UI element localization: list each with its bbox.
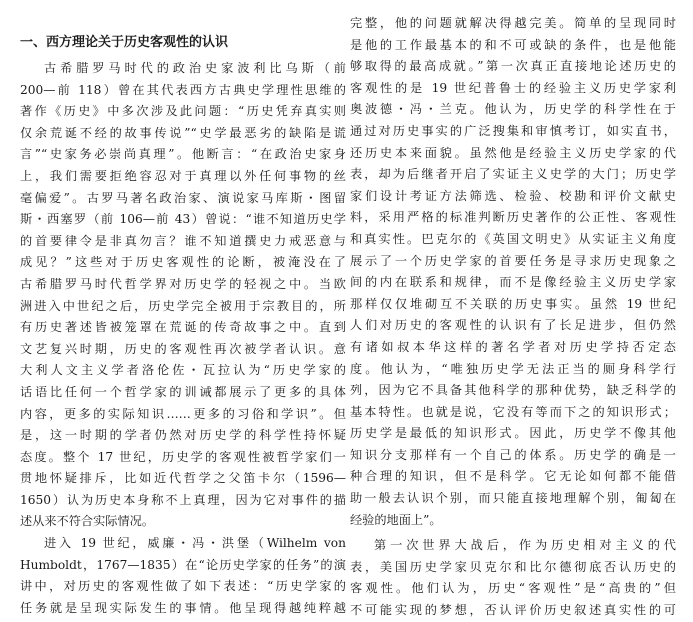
right-column <box>350 13 676 622</box>
text-line: 言”“史家务必崇尚真理”。他断言：“在政治史家身 <box>20 147 346 162</box>
text-line: 的首要律令是非真勿言？谁不知道撰史力戒恶意与 <box>20 233 346 248</box>
text-line: 表，却为后继者开启了实证主义史学的大门；历史学 <box>350 167 676 182</box>
text-line: 是他的工作最基本的和不可或缺的条件，也是他能 <box>350 37 676 52</box>
text-line: 贯地怀疑排斥，比如近代哲学之父笛卡尔（1596— <box>20 471 346 486</box>
text-line: 古希腊罗马时代的政治史家波利比乌斯（前 <box>44 61 346 75</box>
text-line: 讲中，对历史的客观性做了如下表述：“历史学家的 <box>20 579 346 594</box>
text-line: 经验的地面上”。 <box>350 512 442 527</box>
text-line: 古希腊罗马时代哲学界对历史学的轻视之中。当欧 <box>20 276 346 291</box>
text-line: 家们设计考证方法筛选、检验、校勘和评价文献史 <box>350 188 676 203</box>
text-line: 间的内在联系和规律，而不是像经验主义历史学家 <box>350 275 676 290</box>
text-line: 是，这一时期的学者仍然对历史学的科学性持怀疑 <box>20 428 346 443</box>
text-line: 成见？”这些对于历史客观性的论断，被淹没在了 <box>20 255 346 270</box>
text-line: 斯・西塞罗（前 106—前 43）曾说：“谁不知道历史学 <box>20 212 346 227</box>
text-line: 内容，更多的实际知识……更多的习俗和学识”。但 <box>20 406 346 421</box>
text-line: 够取得的最高成就。”第一次真正直接地论述历史的 <box>350 59 676 74</box>
text-line: 述从来不符合实际情况。 <box>20 514 155 529</box>
text-line: 历史学是最低的知识形式。因此，历史学不像其他 <box>350 426 676 441</box>
text-line: 度。他认为，“唯独历史学无法正当的厕身科学行 <box>350 361 676 376</box>
text-line: 和真实性。巴克尔的《英国文明史》从实证主义角度 <box>350 231 676 246</box>
text-line: 基本特性。也就是说，它没有等而下之的知识形式； <box>350 404 676 419</box>
text-line: 人们对历史的客观性的认识有了长足进步，但仍然 <box>350 318 676 333</box>
section-heading: 一、西方理论关于历史客观性的认识 <box>20 35 229 50</box>
text-line: 大利人文主义学者洛伦佐・瓦拉认为“历史学家的 <box>20 363 346 378</box>
text-line: 完整，他的问题就解决得越完美。简单的呈现同时 <box>350 16 676 30</box>
text-line: 有诸如叔本华这样的著名学者对历史学持否定态 <box>350 339 676 354</box>
text-line: 著作《历史》中多次涉及此问题：“历史凭弃真实则 <box>20 104 346 119</box>
text-line: 通过对历史事实的广泛搜集和审慎考订，如实直书， <box>350 123 676 138</box>
text-line: 态度。整个 17 世纪，历史学的客观性被哲学家们一 <box>20 449 346 464</box>
text-line: 任务就是呈现实际发生的事情。他呈现得越纯粹越 <box>20 600 346 615</box>
text-line: 知识分支那样有一个自己的体系。历史学的确是一 <box>350 447 676 462</box>
text-line: Humboldt，1767—1835）在“论历史学家的任务”的演 <box>20 557 346 572</box>
text-line: 列，因为它不具备其他科学的那种优势，缺乏科学的 <box>350 383 676 398</box>
text-line: 200—前 118）曾在其代表西方古典史学理性思维的 <box>20 82 346 97</box>
text-line: 还历史本来面貌。虽然他是经验主义历史学家的代 <box>350 145 676 160</box>
text-line: 上，我们需要拒绝容忍对于真理以外任何事物的丝 <box>20 168 346 183</box>
text-line: 料，采用严格的标准判断历史著作的公正性、客观性 <box>350 210 676 225</box>
text-line: 进入 19 世纪，威廉・冯・洪堡（Wilhelm von <box>44 536 346 551</box>
text-line: 表，美国历史学家贝克尔和比尔德彻底否认历史的 <box>350 559 676 574</box>
text-line: 不可能实现的梦想，否认评价历史叙述真实性的可 <box>350 603 676 618</box>
text-line: 毫偏爱”。古罗马著名政治家、演说家马库斯・图留 <box>20 190 346 205</box>
text-line: 1650）认为历史本身称不上真理，因为它对事件的描 <box>20 492 346 507</box>
text-line: 话语比任何一个哲学家的训诫都展示了更多的具体 <box>20 384 346 399</box>
text-line: 助一般去认识个别，而只能直接地理解个别，匍匐在 <box>350 491 676 506</box>
text-line: 洲进入中世纪之后，历史学完全被用于宗教目的，所 <box>20 298 346 313</box>
text-line: 那样仅仅堆砌互不关联的历史事实。虽然 19 世纪 <box>350 296 676 311</box>
text-line: 第一次世界大战后，作为历史相对主义的代 <box>374 538 676 553</box>
text-line: 展示了一个历史学家的首要任务是寻求历史现象之 <box>350 253 676 268</box>
text-line: 种合理的知识，但不是科学。它无论如何都不能借 <box>350 469 676 484</box>
text-line: 仅余荒诞不经的故事传说”“史学最恶劣的缺陷是谎 <box>20 125 346 140</box>
left-column <box>20 14 346 619</box>
text-line: 有历史著述皆被笼罩在荒诞的传奇故事之中。直到 <box>20 320 346 335</box>
text-line: 客观性的是 19 世纪普鲁士的经验主义历史学家利 <box>350 80 676 95</box>
text-line: 客观性。他们认为，历史“客观性”是“高贵的”但 <box>350 581 676 596</box>
text-line: 文艺复兴时期，历史的客观性再次被学者认识。意 <box>20 341 346 356</box>
text-line: 奥波德・冯・兰克。他认为，历史学的科学性在于 <box>350 102 676 117</box>
